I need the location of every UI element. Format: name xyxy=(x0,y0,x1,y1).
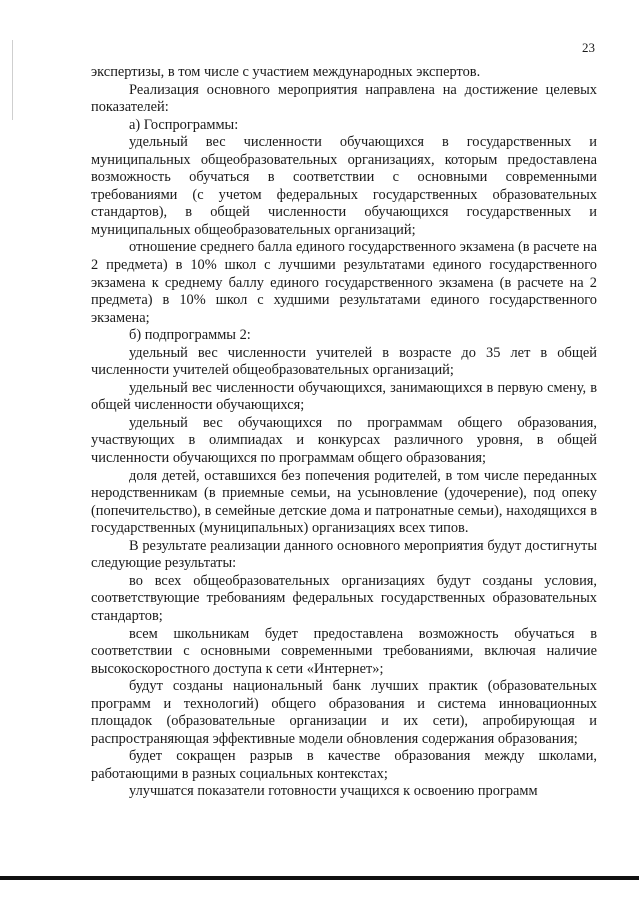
paragraph-subprogram-heading: б) подпрограммы 2: xyxy=(129,327,251,344)
paragraph-indicator: удельный вес численности обучающихся, занимающихся в первую смену, в общей численности обучающихся; xyxy=(91,379,597,414)
paragraph-state-program-heading: а) Госпрограммы: xyxy=(129,116,239,133)
document-body xyxy=(91,64,597,801)
paragraph-intro: Реализация основного мероприятия направлена на достижение целевых показателей: xyxy=(91,81,597,116)
scan-bottom-border xyxy=(0,876,639,880)
paragraph-indicator: удельный вес обучающихся по программам общего образования, участвующих в олимпиадах и конкурсах различного уровня, в общей численности обучающихся по программам общего образования; xyxy=(91,414,597,467)
scan-edge-line xyxy=(12,40,13,120)
paragraph-results-intro: В результате реализации данного основного мероприятия будут достигнуты следующие результаты: xyxy=(91,537,597,572)
paragraph-result: во всех общеобразовательных организациях будут созданы условия, соответствующие требованиям федеральных государственных образовательных стандартов; xyxy=(91,572,597,624)
paragraph-indicator: доля детей, оставшихся без попечения родителей, в том числе переданных неродственникам (в приемные семьи, на усыновление (удочерение), под опеку (попечительство), в семейные детские дома и патронатные семьи), находящихся в государственных (муниципальных) организациях всех типов. xyxy=(91,467,597,537)
paragraph-result: будет сокращен разрыв в качестве образования между школами, работающими в разных социальных контекстах; xyxy=(91,748,597,782)
paragraph-indicator: удельный вес численности учителей в возрасте до 35 лет в общей численности учителей общеобразовательных организаций; xyxy=(91,344,597,379)
paragraph-result: всем школьникам будет предоставлена возможность обучаться в соответствии с основными современными требованиями, включая наличие высокоскоростного доступа к сети «Интернет»; xyxy=(91,625,597,677)
paragraph-result: улучшатся показатели готовности учащихся к освоению программ xyxy=(129,783,538,800)
paragraph-indicator: отношение среднего балла единого государственного экзамена (в расчете на 2 предмета) в 10% школ с лучшими результатами единого государственного экзамена к среднему баллу единого государственного экзамена (в расчете на 2 предмета) в 10% школ с худшими результатами единого государственного экзамена; xyxy=(91,239,597,326)
paragraph-indicator: удельный вес численности обучающихся в государственных и муниципальных общеобразовательных организациях, которым предоставлена возможность обучаться в соответствии с основными современными требованиями (с учетом федеральных государственных образовательных стандартов), в общей численности обучающихся государственных и муниципальных общеобразовательных организаций; xyxy=(91,134,597,238)
paragraph-result: будут созданы национальный банк лучших практик (образовательных программ и технологий) общего образования и система инновационных площадок (образовательные организации и их сети), апробирующая и распространяющая эффективные модели обновления содержания образования; xyxy=(91,678,597,747)
page-number: 23 xyxy=(582,40,595,55)
paragraph-continuation: экспертизы, в том числе с участием международных экспертов. xyxy=(91,64,481,80)
